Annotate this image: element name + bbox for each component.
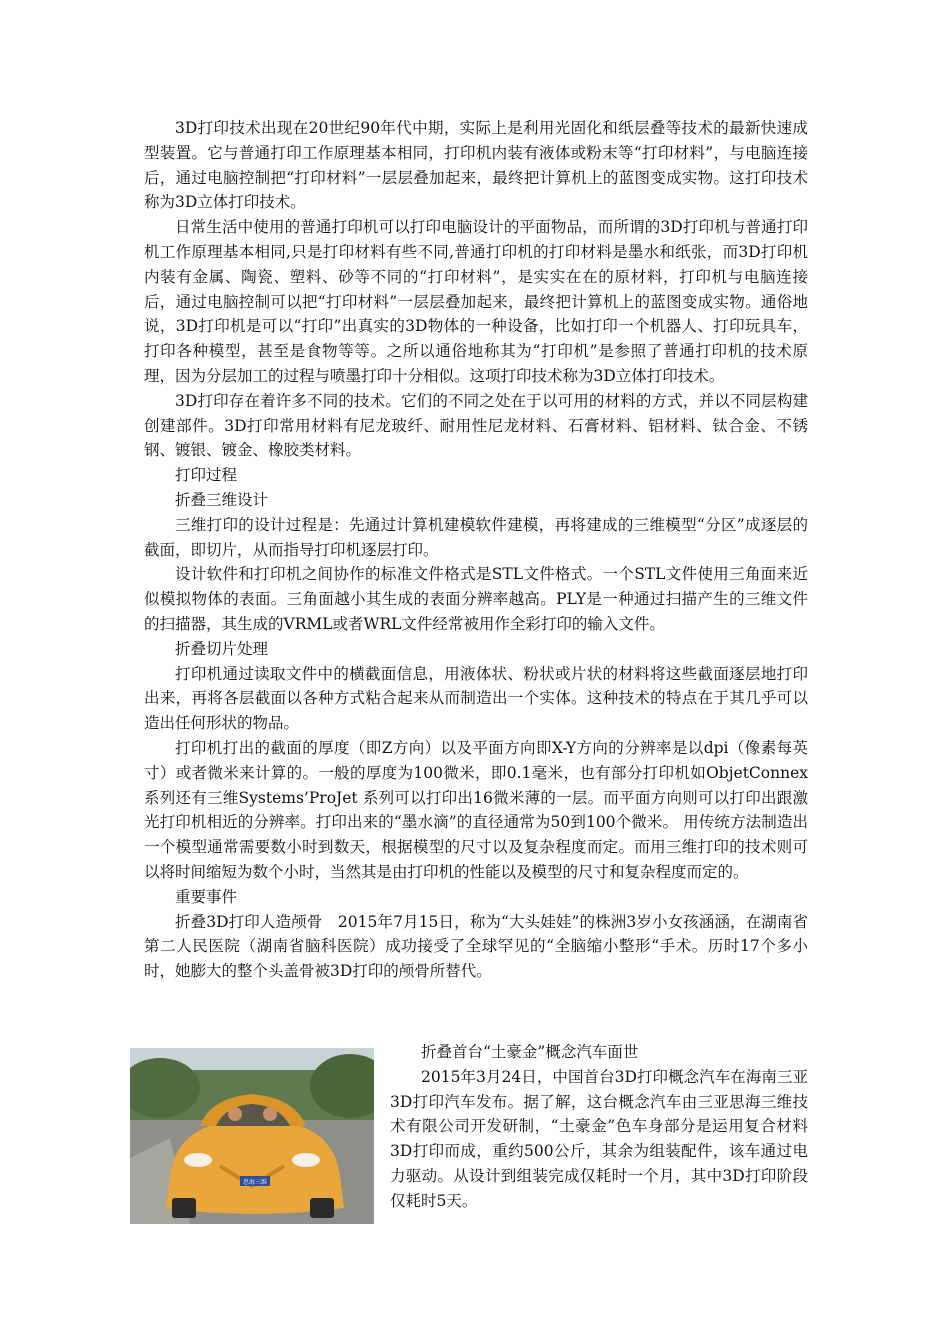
section-heading-events: 重要事件	[175, 887, 238, 906]
paragraph-daily-use: 日常生活中使用的普通打印机可以打印电脑设计的平面物品，而所谓的3D打印机与普通打印机工作原理基本相同,只是打印材料有些不同,普通打印机的打印材料是墨水和纸张，而3D打印机内装有金属、陶瓷、塑料、砂等不同的“打印材料”，是实实在在的原材料，打印机与电脑连接后，通过电脑控制可以把“打印材料”一层层叠加起来，最终把计算机上的蓝图变成实物。通俗地说，3D打印机是可以“打印”出真实的3D物体的一种设备，比如打印一个机器人、打印玩具车，打印各种模型，甚至是食物等等。之所以通俗地称其为“打印机”是参照了普通打印机的技术原理，因为分层加工的过程与喷墨打印十分相似。这项打印技术称为3D立体打印技术。	[144, 218, 808, 385]
paragraph-resolution: 打印机打出的截面的厚度（即Z方向）以及平面方向即X-Y方向的分辨率是以dpi（像素每英寸）或者微米来计算的。一般的厚度为100微米，即0.1毫米，也有部分打印机如ObjetConnex 系列还有三维Systems’ProJet 系列可以打印出16微米薄的一层。而平面方向则可以打印出跟激光打印机相近的分辨率。打印出来的“墨水滴”的直径通常为50到100个微米。 用传统方法制造出一个模型通常需要数小时到数天，根据模型的尺寸以及复杂程度而定。而用三维打印的技术则可以将时间缩短为数个小时，当然其是由打印机的性能以及模型的尺寸和复杂程度而定的。	[144, 738, 808, 881]
paragraph-slicing: 打印机通过读取文件中的横截面信息，用液体状、粉状或片状的材料将这些截面逐层地打印出来，再将各层截面以各种方式粘合起来从而制造出一个实体。这种技术的特点在于其几乎可以造出任何形状的物品。	[144, 664, 808, 733]
paragraph-intro: 3D打印技术出现在20世纪90年代中期，实际上是利用光固化和纸层叠等技术的最新快速成型装置。它与普通打印工作原理基本相同，打印机内装有液体或粉末等“打印材料”，与电脑连接后，通过电脑控制把“打印材料”一层层叠加起来，最终把计算机上的蓝图变成实物。这打印技术称为3D立体打印技术。	[144, 119, 808, 212]
article-body	[144, 116, 808, 984]
paragraph-design-process: 三维打印的设计过程是：先通过计算机建模软件建模，再将建成的三维模型“分区”成逐层的截面，即切片，从而指导打印机逐层打印。	[144, 515, 808, 559]
car-section	[144, 1040, 808, 1230]
car-section-text	[390, 1040, 808, 1214]
paragraph-skull: 折叠3D打印人造颅骨 2015年7月15日，称为“大头娃娃”的株洲3岁小女孩涵涵，在湖南省第二人民医院（湖南省脑科医院）成功接受了全球罕见的“全脑缩小整形“手术。历时17个多小时，她膨大的整个头盖骨被3D打印的颅骨所替代。	[144, 912, 808, 981]
paragraph-technologies: 3D打印存在着许多不同的技术。它们的不同之处在于以可用的材料的方式，并以不同层构建创建部件。3D打印常用材料有尼龙玻纤、耐用性尼龙材料、石膏材料、铝材料、钛合金、不锈钢、镀银、镀金、橡胶类材料。	[144, 391, 808, 460]
section-heading-process: 打印过程	[175, 466, 238, 485]
concept-car-photo	[130, 1048, 374, 1224]
section-heading-3d-design: 折叠三维设计	[175, 490, 269, 509]
car-plate-text: 思海三维	[242, 1179, 268, 1186]
car-section-heading: 折叠首台“土豪金”概念汽车面世	[421, 1043, 639, 1061]
section-heading-slicing: 折叠切片处理	[175, 639, 269, 658]
car-section-body: 2015年3月24日，中国首台3D打印概念汽车在海南三亚3D打印汽车发布。据了解，这台概念汽车由三亚思海三维技术有限公司开发研制，“土豪金”色车身部分是运用复合材料3D打印而成，重约500公斤，其余为组装配件，该车通过电力驱动。从设计到组装完成仅耗时一个月，其中3D打印阶段仅耗时5天。	[390, 1067, 808, 1210]
paragraph-file-format: 设计软件和打印机之间协作的标准文件格式是STL文件格式。一个STL文件使用三角面来近似模拟物体的表面。三角面越小其生成的表面分辨率越高。PLY是一种通过扫描产生的三维文件的扫描器，其生成的VRML或者WRL文件经常被用作全彩打印的输入文件。	[144, 565, 808, 633]
